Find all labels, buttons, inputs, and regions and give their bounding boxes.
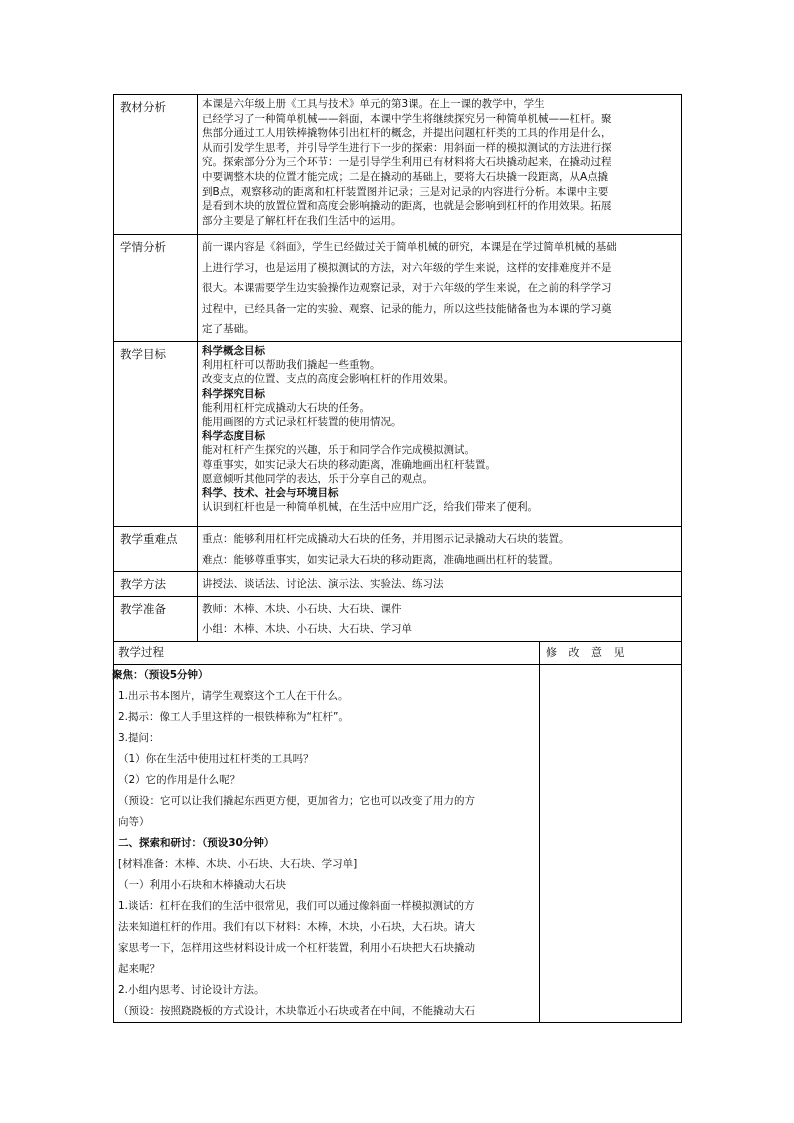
process-line: 家思考一下，怎样用这些材料设计成一个杠杆装置，利用小石块把大石块撬动	[118, 941, 475, 954]
text-line: 从而引发学生思考，并引导学生进行下一步的探索：用斜面一样的模拟测试的方法进行探	[202, 141, 612, 154]
row-textbook-analysis	[114, 95, 682, 235]
preparation-text	[198, 597, 681, 641]
label-preparation: 教学准备	[120, 601, 166, 616]
process-line: 1.谈话：杠杆在我们的生活中很常见，我们可以通过像斜面一样模拟测试的方	[118, 899, 475, 912]
goal-heading: 科学、技术、社会与环境目标	[202, 487, 339, 500]
group-prep-line: 小组：木棒、木块、小石块、大石块、学习单	[202, 623, 412, 635]
methods-line: 讲授法、谈话法、讨论法、演示法、实验法、练习法	[202, 578, 444, 590]
process-line: 1.出示书本图片，请学生观察这个工人在干什么。	[118, 689, 349, 702]
text-line: 本课是六年级上册《工具与技术》单元的第3课。在上一课的教学中，学生	[202, 98, 545, 110]
goal-line: 改变支点的位置、支点的高度会影响杠杆的作用效果。	[202, 373, 454, 386]
text-line: 到B点，观察移动的距离和杠杆装置图并记录；三是对记录的内容进行分析。本课中主要	[202, 185, 609, 198]
process-line: 法来知道杠杆的作用。我们有以下材料：木棒，木块，小石块，大石块。请大	[118, 920, 475, 933]
teaching-goals-text	[198, 342, 681, 515]
text-line: 部分主要是了解杠杆在我们生活中的运用。	[202, 214, 402, 227]
goal-heading: 科学概念目标	[202, 345, 265, 357]
teaching-process-text	[114, 665, 539, 1022]
teacher-prep-line: 教师：木棒、木块、小石块、大石块、课件	[202, 602, 402, 615]
label-textbook-analysis: 教材分析	[120, 100, 166, 114]
process-line: （一）利用小石块和木棒撬动大石块	[118, 878, 286, 891]
text-line: 过程中，已经具备一定的实验、观察、记录的能力，所以这些技能储备也为本课的学习奠	[202, 302, 612, 315]
process-line: 2.揭示：像工人手里这样的一根铁棒称为“杠杆”。	[118, 710, 349, 723]
text-line: 焦部分通过工人用铁棒撬物体引出杠杆的概念，并提出问题杠杆类的工具的作用是什么，	[202, 127, 612, 140]
goal-line: 能对杠杆产生探究的兴趣，乐于和同学合作完成模拟测试。	[202, 444, 475, 457]
methods-text	[198, 572, 681, 596]
section-title-explore: 二、探索和研讨：（预设30分钟）	[118, 836, 275, 849]
process-line: 2.小组内思考、讨论设计方法。	[118, 983, 265, 996]
text-line: 是看到木块的放置位置和高度会影响撬动的距离，也就是会影响到杠杆的作用效果。拓展	[202, 200, 612, 213]
process-line: （2）它的作用是什么呢？	[118, 773, 241, 786]
row-process-body	[114, 664, 682, 1022]
section-title-focus: 聚焦：（预设5分钟）	[112, 668, 209, 681]
process-line: [材料准备：木棒、木块、小石块、大石块、学习单]	[118, 857, 358, 870]
label-teaching-goals: 教学目标	[120, 347, 166, 361]
student-analysis-text	[198, 235, 681, 341]
goal-line: 愿意倾听其他同学的表达，乐于分享自己的观点。	[202, 472, 433, 485]
difficulty-line: 难点：能够尊重事实，如实记录大石块的移动距离，准确地画出杠杆的装置。	[202, 553, 559, 566]
text-line: 定了基础。	[202, 323, 255, 335]
text-line: 中要调整木块的位置才能完成；二是在撬动的基础上，要将大石块撬一段距离，从A点撬	[202, 170, 609, 183]
key-point-line: 重点：能够利用杠杆完成撬动大石块的任务，并用图示记录撬动大石块的装置。	[202, 533, 570, 545]
row-methods	[114, 572, 682, 597]
process-line: （预设：按照跷跷板的方式设计，木块靠近小石块或者在中间，不能撬动大石	[118, 1004, 475, 1017]
revision-notes-cell	[540, 664, 682, 1022]
text-line: 究。探索部分分为三个环节：一是引导学生利用已有材料将大石块撬动起来，在撬动过程	[202, 156, 612, 169]
label-student-analysis: 学情分析	[120, 240, 166, 254]
row-preparation	[114, 596, 682, 641]
process-line: （预设：它可以让我们撬起东西更方便，更加省力；它也可以改变了用力的方	[118, 794, 475, 807]
row-process-header	[114, 641, 682, 664]
row-student-analysis	[114, 235, 682, 342]
goal-heading: 科学态度目标	[202, 430, 265, 443]
process-line: （1）你在生活中使用过杠杆类的工具吗？	[118, 752, 314, 765]
label-revision-notes: 修 改 意 见	[546, 645, 629, 659]
process-line: 3.提问：	[118, 731, 160, 744]
lesson-plan-table	[113, 94, 682, 1023]
key-points-text	[198, 527, 681, 571]
textbook-analysis-text	[198, 95, 681, 229]
process-line: 起来呢？	[118, 962, 160, 975]
row-key-points	[114, 527, 682, 572]
label-methods: 教学方法	[120, 577, 166, 591]
goal-line: 能利用杠杆完成撬动大石块的任务。	[202, 401, 370, 414]
label-teaching-process: 教学过程	[118, 644, 164, 659]
text-line: 已经学习了一种简单机械——斜面，本课中学生将继续探究另一种简单机械——杠杆。聚	[202, 112, 612, 125]
goal-line: 能用画图的方式记录杠杆装置的使用情况。	[202, 416, 402, 429]
goal-line: 利用杠杆可以帮助我们撬起一些重物。	[202, 359, 381, 372]
goal-heading: 科学探究目标	[202, 387, 265, 400]
text-line: 很大。本课需要学生边实验操作边观察记录，对于六年级的学生来说，在之前的科学学习	[202, 282, 612, 294]
label-key-points: 教学重难点	[120, 532, 178, 546]
text-line: 上进行学习，也是运用了模拟测试的方法，对六年级的学生来说，这样的安排难度并不是	[202, 261, 612, 274]
row-teaching-goals	[114, 342, 682, 527]
goal-line: 认识到杠杆也是一种简单机械，在生活中应用广泛，给我们带来了便利。	[202, 501, 538, 514]
goal-line: 尊重事实，如实记录大石块的移动距离，准确地画出杠杆装置。	[202, 458, 496, 471]
process-line: 向等）	[118, 815, 150, 828]
text-line: 前一课内容是《斜面》，学生已经做过关于简单机械的研究，本课是在学过简单机械的基础	[202, 241, 617, 253]
